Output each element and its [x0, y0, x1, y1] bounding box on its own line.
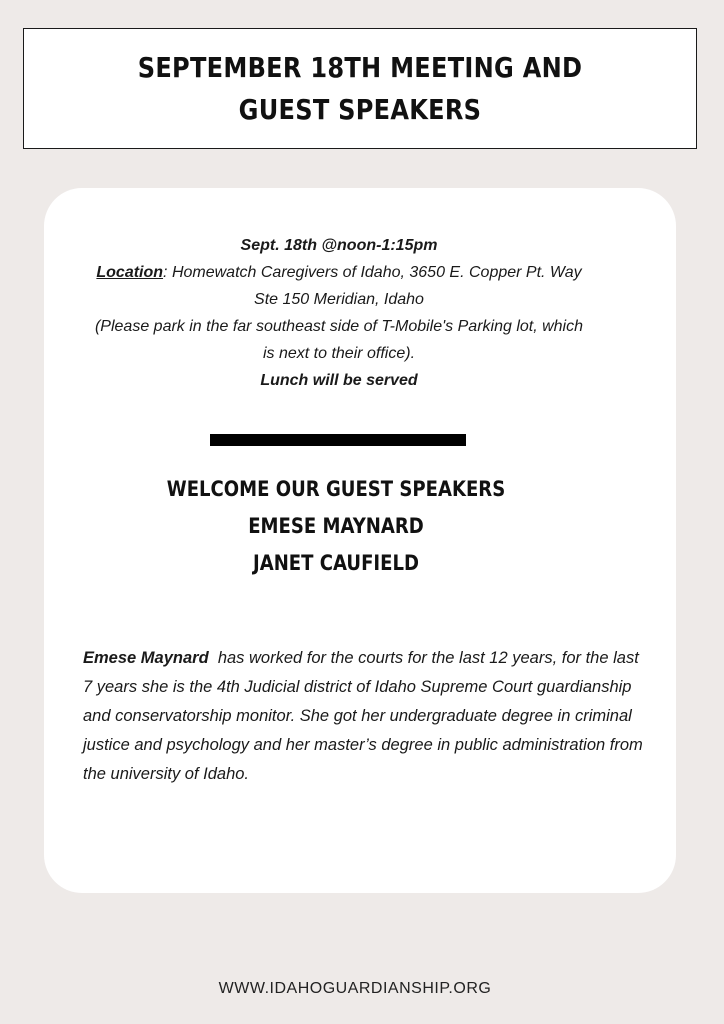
speaker-bio: [83, 644, 648, 789]
bio-name: Emese Maynard: [83, 649, 209, 667]
location-label: Location: [96, 264, 164, 281]
speaker-name: JANET CAUFIELD: [252, 551, 419, 575]
title-box: [23, 28, 697, 149]
speaker-name: EMESE MAYNARD: [248, 514, 424, 538]
meeting-location: [89, 259, 589, 313]
content-card: [44, 188, 676, 893]
meeting-info: [44, 232, 634, 394]
divider-bar: [210, 434, 466, 446]
speakers-section: [44, 471, 628, 582]
footer-website[interactable]: WWW.IDAHOGUARDIANSHIP.ORG: [218, 980, 492, 997]
bio-text: has worked for the courts for the last 12 years, for the last 7 years she is the 4th Judicial district of Idaho Supreme Court guardianship and conservatorship monitor. She got her undergraduate degree in criminal justice and psychology and her master’s degree in public administration from the university of Idaho.: [83, 649, 648, 783]
meeting-datetime: Sept. 18th @noon-1:15pm: [240, 237, 438, 254]
speakers-heading: WELCOME OUR GUEST SPEAKERS: [166, 477, 506, 501]
lunch-note: Lunch will be served: [260, 372, 418, 389]
page-title: SEPTEMBER 18TH MEETING AND GUEST SPEAKERS: [137, 50, 583, 126]
location-text: : Homewatch Caregivers of Idaho, 3650 E. Copper Pt. Way Ste 150 Meridian, Idaho: [163, 264, 582, 308]
parking-note: (Please park in the far southeast side of T-Mobile's Parking lot, which is next to their office).: [94, 318, 584, 362]
